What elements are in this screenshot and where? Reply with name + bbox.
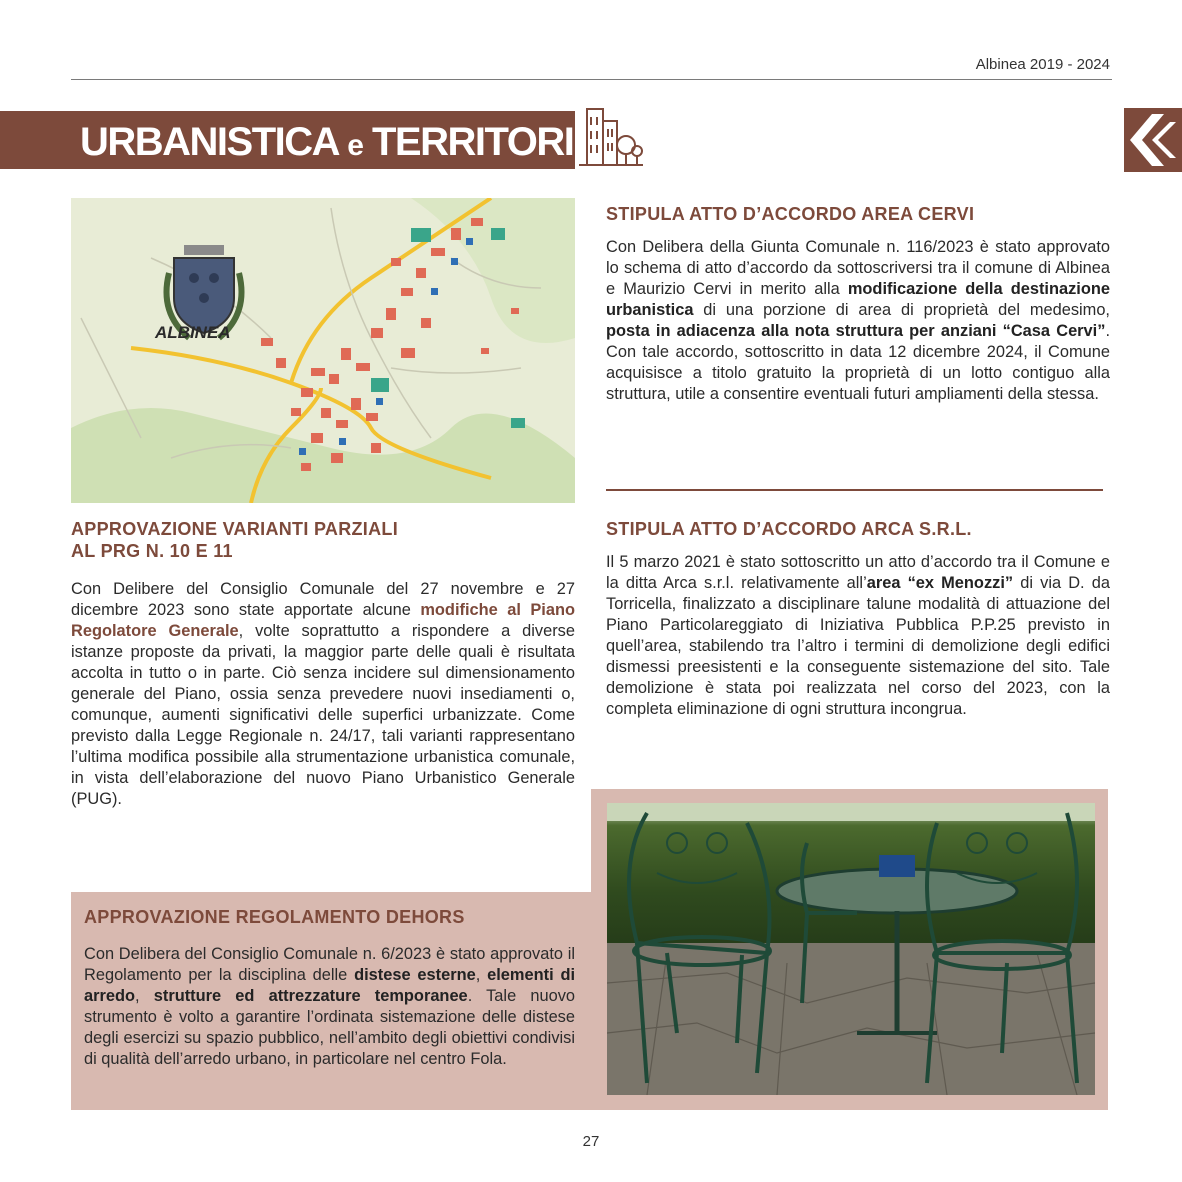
varianti-title-line2: AL PRG N. 10 E 11	[71, 541, 233, 561]
buildings-trees-icon	[577, 105, 643, 169]
varianti-title-line1: APPROVAZIONE VARIANTI PARZIALI	[71, 519, 399, 539]
arca-body	[606, 552, 1110, 720]
varianti-text-1: Con Delibere del Consiglio Comunale del 27 novembre e 27 dicembre 2023 sono state apportate alcune	[71, 580, 575, 619]
map-label: ALBINEA	[155, 323, 231, 342]
dehors-photo	[607, 803, 1095, 1095]
map-drawing	[71, 198, 575, 503]
dehors-title: APPROVAZIONE REGOLAMENTO DEHORS	[84, 907, 465, 927]
cervi-body	[606, 237, 1110, 405]
cervi-bold-2: posta in adiacenza alla nota struttura per anziani “Casa Cervi”	[606, 322, 1106, 340]
dehors-photo-drawing	[607, 803, 1095, 1095]
arca-title: STIPULA ATTO D’ACCORDO ARCA S.R.L.	[606, 519, 972, 539]
varianti-text-2: , volte soprattutto a rispondere a diverse istanze proposte da privati, la maggior parte delle quali è risultata accolta in tutto o in parte. Ciò senza incidere sul dimensionamento generale del Piano, ossia senza prevedere nuovi insediamenti o, comunque, aumenti significativi delle superfici urbanizzate. Come previsto dalla Legge Regionale n. 24/17, tali varianti rappresentano l’ultima modifica possibile alla strumentazione urbanistica comunale, in vista dell’elaborazione del nuovo Piano Urbanistico Generale (PUG).	[71, 622, 575, 808]
section-title-main: URBANISTICA	[80, 120, 338, 164]
section-divider	[606, 489, 1103, 491]
dehors-bold-3: strutture ed attrezzature temporanee	[153, 987, 468, 1005]
section-title	[80, 120, 603, 168]
dehors-text-1: Con Delibera del Consiglio Comunale n. 6/2023 è stato approvato il Regolamento per la disciplina delle	[84, 945, 575, 984]
chevron-left-icon[interactable]	[1124, 108, 1182, 172]
arca-text-2: di via D. da Torricella, finalizzato a disciplinare talune modalità di attuazione del Piano Particolareggiato di Iniziativa Pubblica P.P.25 previsto in quell’area, stabilendo tra l’altro i termini di demolizione degli edifici dismessi preesistenti e la conseguente sistemazione del sito. Tale demolizione è stata poi realizzata nel corso del 2023, con la completa eliminazione di ogni struttura incongrua.	[606, 574, 1110, 718]
cervi-title: STIPULA ATTO D’ACCORDO AREA CERVI	[606, 204, 975, 224]
cervi-text-3: . Con tale accordo, sottoscritto in data 12 dicembre 2024, il Comune acquisisce a titolo gratuito la proprietà di un lotto contiguo alla struttura, utile a consentire eventuali futuri ampliamenti della stessa.	[606, 322, 1110, 403]
cervi-text-1: Con Delibera della Giunta Comunale n. 116/2023 è stato approvato lo schema di atto d’accordo da sottoscriversi tra il comune di Albinea e Maurizio Cervi in merito alla	[606, 238, 1110, 298]
varianti-body	[71, 579, 575, 810]
dehors-sep-2: ,	[135, 987, 154, 1005]
section-title-conj: e	[347, 129, 363, 162]
arca-text-1: Il 5 marzo 2021 è stato sottoscritto un atto d’accordo tra il Comune e la ditta Arca s.r.l. relativamente all’	[606, 553, 1110, 592]
town-map-image	[71, 198, 575, 503]
dehors-sep-1: ,	[475, 966, 488, 984]
dehors-bold-1: distese esterne	[354, 966, 476, 984]
section-title-end: TERRITORIO	[372, 120, 603, 164]
page-number: 27	[582, 1133, 600, 1150]
cervi-text-2: di una porzione di area di proprietà del medesimo,	[693, 301, 1110, 319]
dehors-body	[84, 944, 575, 1070]
cervi-bold-1: modificazione della destinazione urbanistica	[606, 280, 1110, 319]
publication-title: Albinea 2019 - 2024	[975, 56, 1110, 73]
header-rule	[71, 79, 1112, 80]
varianti-title	[71, 518, 398, 562]
dehors-text-2: . Tale nuovo strumento è volto a garantire l’ordinata sistemazione delle distese degli esercizi su spazio pubblico, nell’ambito degli obiettivi condivisi di qualità dell’arredo urbano, in particolare nel centro Fola.	[84, 987, 576, 1068]
dehors-bold-2: elementi di arredo	[84, 966, 576, 1005]
varianti-highlight: modifiche al Piano Regolatore Generale	[71, 601, 575, 640]
arca-bold-1: area “ex Menozzi”	[866, 574, 1014, 592]
